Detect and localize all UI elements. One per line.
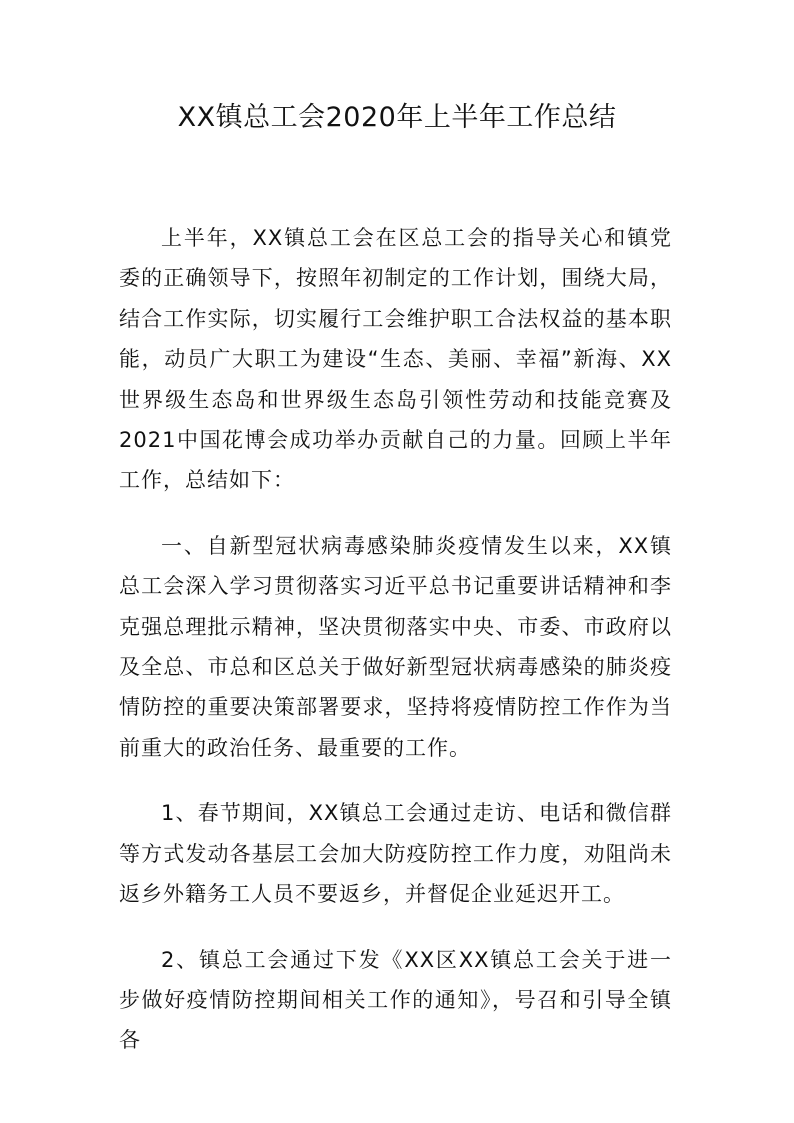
paragraph-intro: 上半年，XX镇总工会在区总工会的指导关心和镇党委的正确领导下，按照年初制定的工作计划，围绕大局，结合工作实际，切实履行工会维护职工合法权益的基本职能，动员广大职工为建设“生态、美丽、幸福”新海、XX世界级生态岛和世界级生态岛引领性劳动和技能竞赛及2021中国花博会成功举办贡献自己的力量。回顾上半年工作，总结如下： (119, 226, 672, 493)
paragraph-section-1: 一、自新型冠状病毒感染肺炎疫情发生以来，XX镇总工会深入学习贯彻落实习近平总书记重要讲话精神和李克强总理批示精神，坚决贯彻落实中央、市委、市政府以及全总、市总和区总关于做好新型冠状病毒感染的肺炎疫情防控的重要决策部署要求，坚持将疫情防控工作作为当前重大的政治任务、最重要的工作。 (119, 533, 672, 760)
document-body (119, 218, 672, 1061)
paragraph-item-2: 2、镇总工会通过下发《XX区XX镇总工会关于进一步做好疫情防控期间相关工作的通知》，号召和引导全镇各 (119, 947, 672, 1053)
paragraph-item-1: 1、春节期间，XX镇总工会通过走访、电话和微信群等方式发动各基层工会加大防疫防控工作力度，劝阻尚未返乡外籍务工人员不要返乡，并督促企业延迟开工。 (119, 801, 672, 907)
document-title: XX镇总工会2020年上半年工作总结 (177, 102, 617, 133)
